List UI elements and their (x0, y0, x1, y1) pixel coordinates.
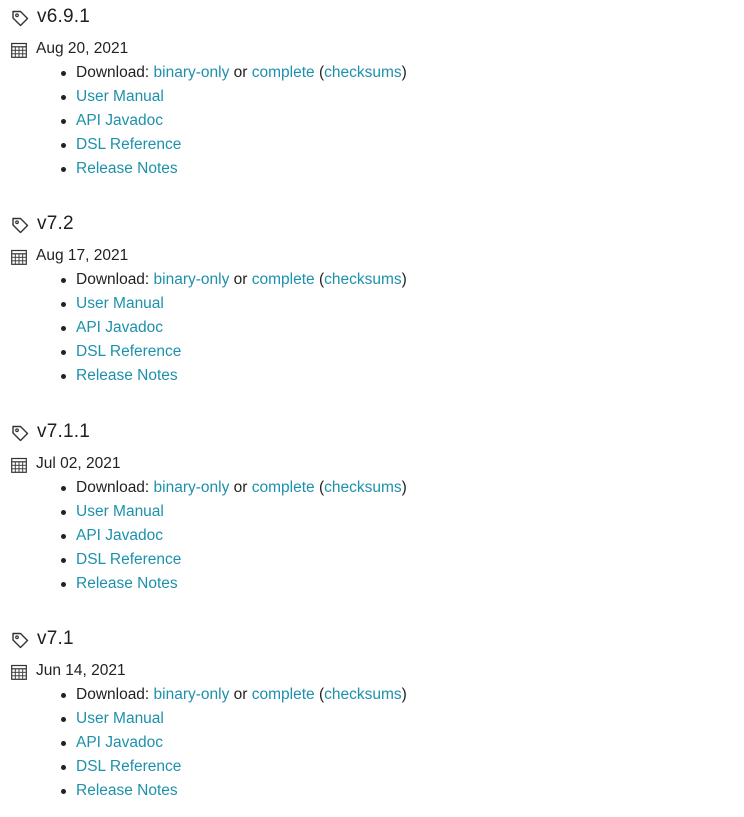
date-row (0, 245, 744, 267)
open-paren: ( (314, 479, 325, 496)
release-notes-link[interactable]: Release Notes (76, 160, 178, 177)
version-title: v6.9.1 (37, 6, 90, 27)
checksums-link[interactable]: checksums (324, 686, 402, 703)
open-paren: ( (314, 64, 325, 81)
close-paren: ) (401, 479, 407, 496)
calendar-icon (11, 249, 27, 265)
user-manual-link[interactable]: User Manual (76, 295, 164, 312)
tag-icon (11, 216, 29, 234)
dsl-reference-link[interactable]: DSL Reference (76, 136, 182, 153)
release-notes-link[interactable]: Release Notes (76, 782, 178, 799)
download-item (0, 683, 744, 707)
list-item (0, 316, 744, 340)
open-paren: ( (314, 686, 325, 703)
api-javadoc-link[interactable]: API Javadoc (76, 112, 164, 129)
list-item (0, 157, 744, 181)
date-row (0, 38, 744, 60)
close-paren: ) (401, 686, 407, 703)
list-item (0, 500, 744, 524)
list-item (0, 85, 744, 109)
binary-only-link[interactable]: binary-only (153, 479, 230, 496)
date-row (0, 660, 744, 682)
complete-link[interactable]: complete (251, 271, 315, 288)
release-links-list (0, 683, 744, 803)
dsl-reference-link[interactable]: DSL Reference (76, 758, 182, 775)
version-title: v7.1.1 (37, 421, 90, 442)
download-label: Download: (76, 479, 154, 496)
list-item (0, 109, 744, 133)
date-row (0, 453, 744, 475)
checksums-link[interactable]: checksums (324, 64, 402, 81)
download-item (0, 268, 744, 292)
release-date: Aug 17, 2021 (36, 247, 129, 264)
list-item (0, 364, 744, 388)
list-item (0, 524, 744, 548)
tag-icon (11, 9, 29, 27)
version-title: v7.2 (37, 213, 74, 234)
download-label: Download: (76, 271, 154, 288)
close-paren: ) (401, 64, 407, 81)
tag-icon (11, 424, 29, 442)
version-row (0, 207, 744, 241)
or-text: or (229, 64, 252, 81)
list-item (0, 731, 744, 755)
release-links-list (0, 476, 744, 596)
checksums-link[interactable]: checksums (324, 271, 402, 288)
release-links-list (0, 268, 744, 388)
list-item (0, 340, 744, 364)
version-title: v7.1 (37, 628, 74, 649)
api-javadoc-link[interactable]: API Javadoc (76, 527, 164, 544)
download-item (0, 61, 744, 85)
complete-link[interactable]: complete (251, 479, 315, 496)
complete-link[interactable]: complete (251, 64, 315, 81)
binary-only-link[interactable]: binary-only (153, 64, 230, 81)
checksums-link[interactable]: checksums (324, 479, 402, 496)
close-paren: ) (401, 271, 407, 288)
release-date: Jun 14, 2021 (36, 662, 126, 679)
list-item (0, 755, 744, 779)
list-item (0, 779, 744, 803)
user-manual-link[interactable]: User Manual (76, 88, 164, 105)
or-text: or (229, 271, 252, 288)
release-date: Aug 20, 2021 (36, 40, 129, 57)
download-item (0, 476, 744, 500)
dsl-reference-link[interactable]: DSL Reference (76, 551, 182, 568)
user-manual-link[interactable]: User Manual (76, 503, 164, 520)
list-item (0, 548, 744, 572)
calendar-icon (11, 664, 27, 680)
release-notes-link[interactable]: Release Notes (76, 367, 178, 384)
calendar-icon (11, 42, 27, 58)
api-javadoc-link[interactable]: API Javadoc (76, 734, 164, 751)
list-item (0, 133, 744, 157)
or-text: or (229, 686, 252, 703)
or-text: or (229, 479, 252, 496)
release-notes-link[interactable]: Release Notes (76, 575, 178, 592)
release-date: Jul 02, 2021 (36, 455, 121, 472)
calendar-icon (11, 457, 27, 473)
release-links-list (0, 61, 744, 181)
api-javadoc-link[interactable]: API Javadoc (76, 319, 164, 336)
dsl-reference-link[interactable]: DSL Reference (76, 343, 182, 360)
list-item (0, 707, 744, 731)
binary-only-link[interactable]: binary-only (153, 686, 230, 703)
download-label: Download: (76, 64, 154, 81)
version-row (0, 622, 744, 656)
list-item (0, 292, 744, 316)
version-row (0, 415, 744, 449)
open-paren: ( (314, 271, 325, 288)
complete-link[interactable]: complete (251, 686, 315, 703)
user-manual-link[interactable]: User Manual (76, 710, 164, 727)
version-row (0, 0, 744, 34)
tag-icon (11, 631, 29, 649)
list-item (0, 572, 744, 596)
download-label: Download: (76, 686, 154, 703)
binary-only-link[interactable]: binary-only (153, 271, 230, 288)
